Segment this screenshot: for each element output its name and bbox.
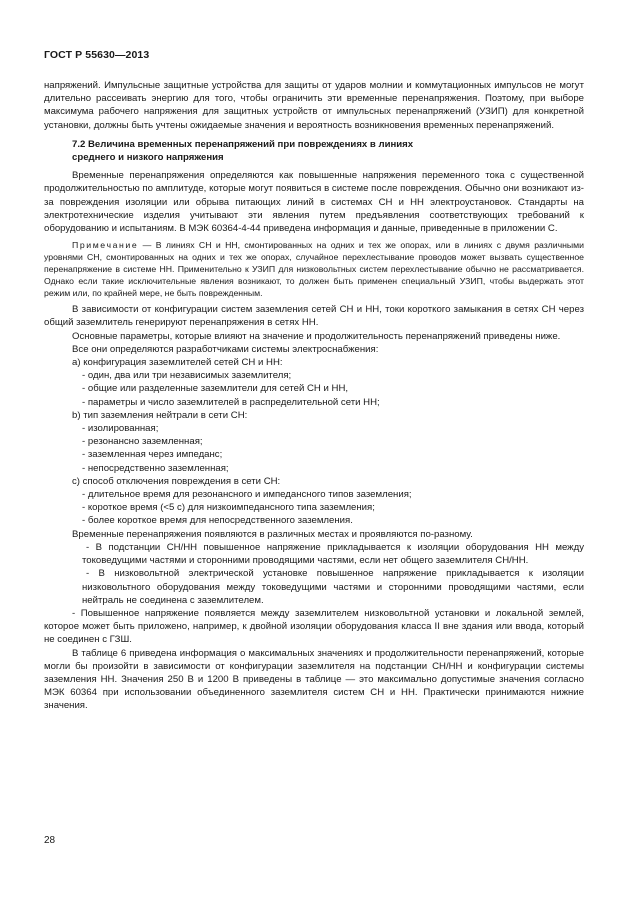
- paragraph-table-reference: В таблице 6 приведена информация о максимальных значениях и продолжительности перенапряжений, которые могли бы произойти в зависимости от конфигурации заземлителя на подстанции СН/НН и конфигурации системы заземления НН. Значения 250 В и 1200 В приведены в таблице — это максимально допустимые значения согласно МЭК 60364 при использовании объединенного заземлителя систем СН и НН. Практически принимаются нижние значения.: [44, 647, 584, 712]
- section-heading: 7.2 Величина временных перенапряжений при повреждениях в линиях среднего и низкого напряжения: [72, 138, 414, 164]
- list-subitem: - короткое время (<5 с) для низкоимпедансного типа заземления;: [82, 502, 375, 514]
- paragraph-main-parameters: Основные параметры, которые влияют на значение и продолжительность перенапряжений приведены ниже.: [72, 330, 561, 342]
- paragraph-overvoltage-locations: Временные перенапряжения появляются в различных местах и проявляются по-разному.: [72, 528, 473, 540]
- list-item-b: b) тип заземления нейтрали в сети СН:: [72, 409, 248, 421]
- page-number: 28: [44, 835, 56, 846]
- note-label: Примечание: [72, 240, 139, 251]
- paragraph-temporary-overvoltages: Временные перенапряжения определяются как повышенные напряжения переменного тока с существенной продолжительностью по амплитуде, которые могут появиться в системе после повреждения. Обычно они возникают из-за повреждения изоляции или обрыва питающих линий в системах СН и НН электроустановок. Стандарты на электротехнические изделия учитывают эти явления путем предъявления соответствующих требований к оборудованию и испытаниям. В МЭК 60364-4-44 приведена информация и данные, приведенные в приложении С.: [44, 170, 584, 235]
- note-text: — В линиях СН и НН, смонтированных на одних и тех же опорах, или в линиях с двумя различными уровнями СН, смонтированных на одних и тех же опорах, случайное перехлестывание проводов может вызвать существенное перенапряжение в системе НН. Применительно к УЗИП для низковольтных систем перехлестывание обычно не рассматривается. Однако если такие исключительные явления возникают, то должен быть применен специальный УЗИП, чтобы выдержать этот режим или, по крайней мере, не быть поврежденным.: [44, 240, 584, 299]
- list-subitem: - параметры и число заземлителей в распределительной сети НН;: [82, 396, 380, 408]
- standard-header: ГОСТ Р 55630—2013: [44, 49, 150, 61]
- note-block: [44, 239, 584, 299]
- paragraph-designers: Все они определяются разработчиками системы электроснабжения:: [72, 343, 379, 355]
- dash-paragraph-local-earth: - Повышенное напряжение появляется между заземлителем низковольтной установки и локальной землей, которое может быть приложено, например, к двойной изоляции оборудования класса II вне здания или ввода, который не соединен с ГЗШ.: [44, 607, 584, 646]
- list-item-c: c) способ отключения повреждения в сети СН:: [72, 475, 281, 487]
- paragraph-grounding-config: В зависимости от конфигурации систем заземления сетей СН и НН, токи короткого замыкания в сетях СН через общий заземлитель генерируют перенапряжения в сетях НН.: [44, 304, 584, 329]
- list-subitem: - заземленная через импеданс;: [82, 449, 223, 461]
- list-subitem: - длительное время для резонансного и импедансного типов заземления;: [82, 489, 412, 501]
- paragraph-continuation: напряжений. Импульсные защитные устройства для защиты от ударов молнии и коммутационных импульсов не могут длительно рассеивать энергию для того, чтобы ограничить эти временные перенапряжения. Поэтому, при выборе максимума рабочего напряжения для защитных устройств от импульсных перенапряжений (УЗИП) для конкретной установки, должны быть учтены ожидаемые значения и вероятность возникновения временных перенапряжений.: [44, 80, 584, 131]
- list-subitem: - изолированная;: [82, 423, 159, 435]
- list-subitem: - непосредственно заземленная;: [82, 462, 229, 474]
- page-body: [44, 79, 584, 713]
- list-item-a: а) конфигурация заземлителей сетей СН и НН:: [72, 357, 283, 369]
- list-subitem: - один, два или три независимых заземлителя;: [82, 370, 292, 382]
- list-subitem: - более короткое время для непосредственного заземления.: [82, 515, 353, 527]
- list-subitem: - резонансно заземленная;: [82, 436, 203, 448]
- list-subitem: - общие или разделенные заземлители для сетей СН и НН,: [82, 383, 349, 395]
- dash-paragraph-substation: - В подстанции СН/НН повышенное напряжение прикладывается к изоляции оборудования НН между токоведущими частями и сторонними проводящими частями, если нет общего заземлителя СН/НН.: [82, 541, 584, 567]
- dash-paragraph-lv-installation: - В низковольтной электрической установке повышенное напряжение прикладывается к изоляции низковольтного оборудования между токоведущими частями и сторонними проводящими частями, если нейтраль не соединена с заземлителем.: [82, 568, 584, 606]
